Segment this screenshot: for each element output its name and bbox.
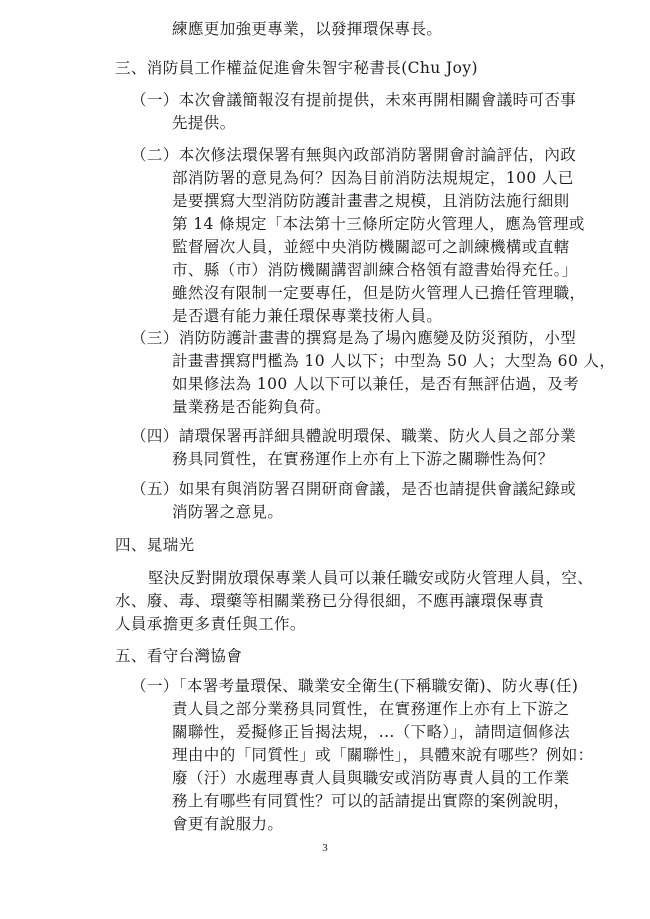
text-line: 三、消防員工作權益促進會朱智宇秘書長(Chu Joy) — [115, 59, 478, 77]
text-line: （三）消防防護計畫書的撰寫是為了場內應變及防災預防，小型 — [131, 329, 577, 347]
text-line: （一）本次會議簡報沒有提前提供，未來再開相關會議時可否事 — [131, 91, 577, 109]
text-line: 五、看守台灣協會 — [115, 647, 243, 665]
text-line: 量業務是否能夠負荷。 — [172, 398, 332, 416]
text-line: 務具同質性，在實務運作上亦有上下游之關聯性為何？ — [172, 450, 554, 468]
text-line: 先提供。 — [172, 114, 236, 132]
text-line: 務上有哪些有同質性？可以的話請提出實際的案例說明， — [172, 792, 570, 810]
text-line: 堅決反對開放環保專業人員可以兼任職安或防火管理人員，空、 — [148, 569, 594, 587]
text-line: 會更有說服力。 — [172, 815, 284, 833]
text-line: 消防署之意見。 — [172, 503, 284, 521]
text-line: （二）本次修法環保署有無與內政部消防署開會討論評估，內政 — [131, 146, 577, 164]
text-line: 第 14 條規定「本法第十三條所定防火管理人，應為管理或 — [172, 215, 585, 233]
text-line: 四、晁瑞光 — [115, 536, 195, 554]
text-line: 監督層次人員，並經中央消防機關認可之訓練機構或直轄 — [172, 238, 570, 256]
text-line: 關聯性，爰擬修正旨揭法規，...（下略）」，請問這個修法 — [172, 723, 570, 741]
text-line: 水、廢、毒、環藥等相關業務已分得很細，不應再讓環保專責 — [115, 592, 545, 610]
text-line: 計畫書撰寫門檻為 10 人以下；中型為 50 人；大型為 60 人， — [172, 352, 616, 370]
text-line: 雖然沒有限制一定要專任，但是防火管理人已擔任管理職， — [172, 284, 586, 302]
text-line: 人員承擔更多責任與工作。 — [115, 615, 306, 633]
text-line: （一）「本署考量環保、職業安全衛生(下稱職安衛)、防火專(任) — [131, 677, 579, 695]
text-line: 市、縣（市）消防機關講習訓練合格領有證書始得充任。」 — [172, 261, 578, 279]
text-line: 責人員之部分業務具同質性，在實務運作上亦有上下游之 — [172, 700, 570, 718]
text-line: 廢（汙）水處理專責人員與職安或消防專責人員的工作業 — [172, 769, 570, 787]
text-line: （五）如果有與消防署召開研商會議，是否也請提供會議紀錄或 — [131, 480, 577, 498]
text-line: 是否還有能力兼任環保專業技術人員。 — [172, 307, 443, 325]
text-line: 練應更加強更專業，以發揮環保專長。 — [172, 20, 443, 38]
text-line: 如果修法為 100 人以下可以兼任，是否有無評估過，及考 — [172, 375, 580, 393]
text-line: （四）請環保署再詳細具體說明環保、職業、防火人員之部分業 — [131, 427, 577, 445]
page-number: 3 — [322, 842, 328, 854]
text-line: 是要撰寫大型消防防護計畫書之規模，且消防法施行細則 — [172, 192, 570, 210]
text-line: 理由中的「同質性」或「關聯性」，具體來說有哪些？例如： — [172, 746, 594, 764]
text-line: 部消防署的意見為何？因為目前消防法規規定，100 人已 — [172, 169, 574, 187]
